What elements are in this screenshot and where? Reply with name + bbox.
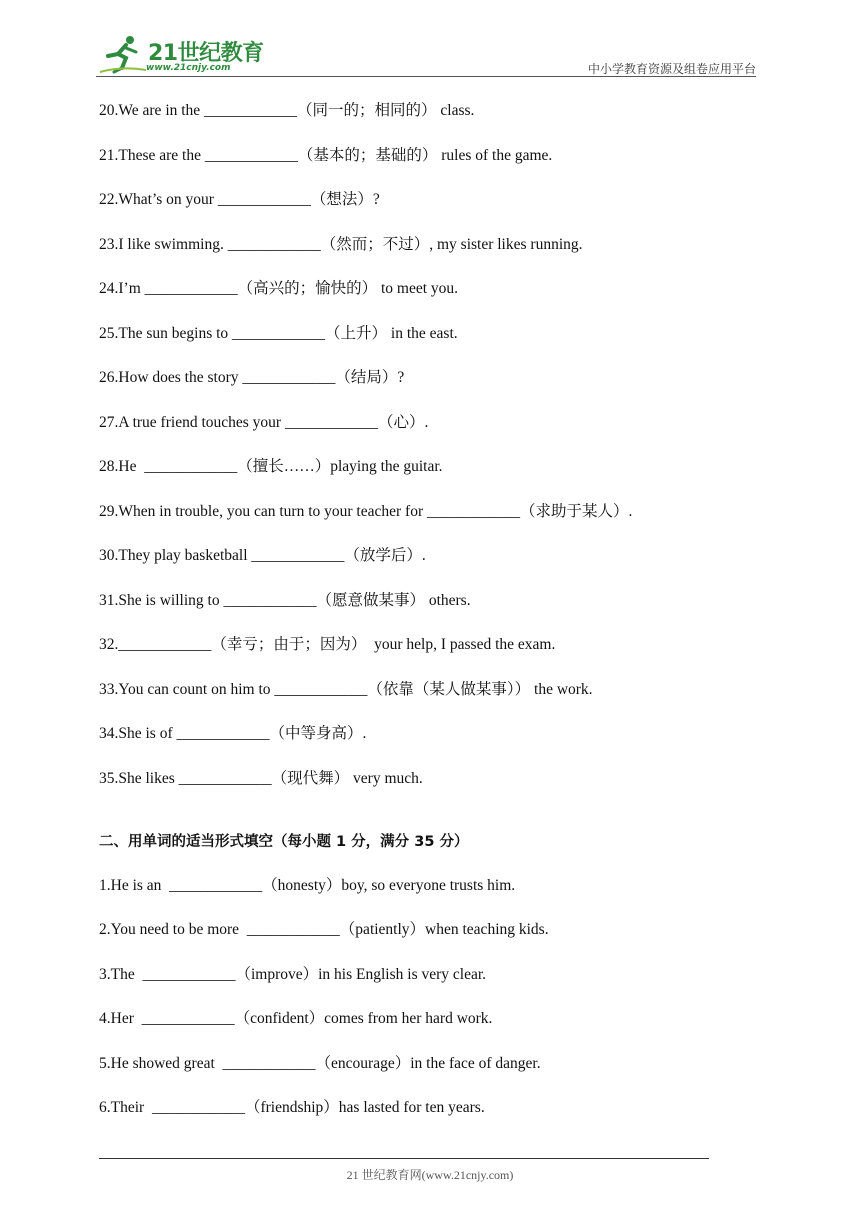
page-header <box>96 34 756 78</box>
question-28: 28.He ____________（擅长……）playing the guitar. <box>99 458 443 475</box>
question-21: 21.These are the ____________（基本的；基础的） rules of the game. <box>99 147 553 164</box>
logo-url: www.21cnjy.com <box>146 63 231 73</box>
header-divider <box>96 76 756 77</box>
question-32: 32.____________（幸亏；由于；因为） your help, I passed the exam. <box>99 636 556 653</box>
exercise-6: 6.Their ____________（friendship）has lasted for ten years. <box>99 1099 485 1116</box>
question-26: 26.How does the story ____________（结局）? <box>99 369 405 386</box>
question-30: 30.They play basketball ____________（放学后）. <box>99 547 426 564</box>
question-33: 33.You can count on him to ____________（依靠（某人做某事）） the work. <box>99 681 593 698</box>
question-29: 29.When in trouble, you can turn to your teacher for ____________（求助于某人）. <box>99 503 633 520</box>
runner-icon <box>96 34 148 76</box>
exercise-5: 5.He showed great ____________（encourage）in the face of danger. <box>99 1055 541 1072</box>
question-24: 24.I’m ____________（高兴的；愉快的） to meet you. <box>99 280 459 297</box>
section-2-heading: 二、用单词的适当形式填空（每小题 1 分，满分 35 分） <box>99 834 469 850</box>
question-25: 25.The sun begins to ____________（上升） in the east. <box>99 325 458 342</box>
question-27: 27.A true friend touches your ____________（心）. <box>99 414 429 431</box>
header-platform-name: 中小学教育资源及组卷应用平台 <box>587 62 756 76</box>
question-35: 35.She likes ____________（现代舞） very much. <box>99 770 423 787</box>
page-footer: 21 世纪教育网(www.21cnjy.com) <box>346 1168 514 1182</box>
logo-text: 21世纪教育 <box>148 41 264 66</box>
exercise-2: 2.You need to be more ____________（patiently）when teaching kids. <box>99 921 549 938</box>
exercise-4: 4.Her ____________（confident）comes from her hard work. <box>99 1010 493 1027</box>
exercise-1: 1.He is an ____________（honesty）boy, so everyone trusts him. <box>99 877 516 894</box>
question-22: 22.What’s on your ____________（想法）? <box>99 191 380 208</box>
question-31: 31.She is willing to ____________（愿意做某事） others. <box>99 592 471 609</box>
question-20: 20.We are in the ____________（同一的；相同的） class. <box>99 102 475 119</box>
footer-divider <box>99 1158 709 1159</box>
question-23: 23.I like swimming. ____________（然而；不过）, my sister likes running. <box>99 236 583 253</box>
brand-logo <box>96 34 266 78</box>
question-34: 34.She is of ____________（中等身高）. <box>99 725 367 742</box>
exercise-3: 3.The ____________（improve）in his English is very clear. <box>99 966 487 983</box>
